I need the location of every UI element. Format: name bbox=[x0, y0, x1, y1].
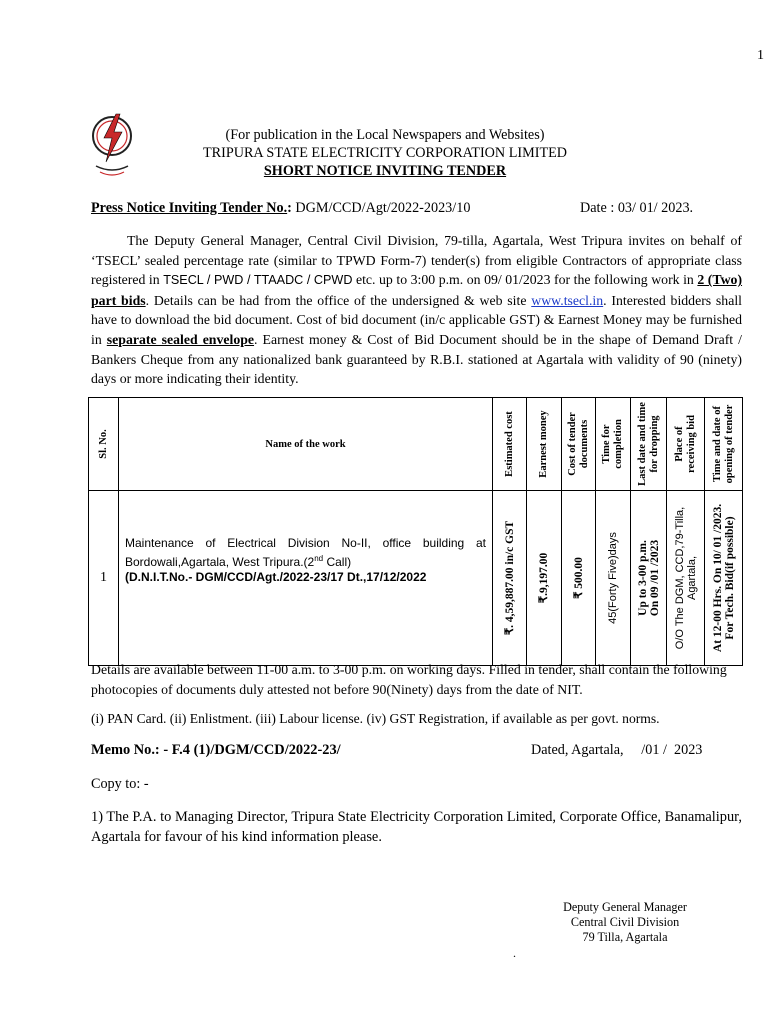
cell-earnest-money: ₹.9,197.00 bbox=[527, 491, 562, 666]
details-text: Details are available between 11-00 a.m. to 3-00 p.m. on working days. Filled in tender, shall contain the following photocopies of documents duly attested not before 90(Ninety) days from the date of NIT. bbox=[91, 662, 727, 697]
header-earnest-money: Earnest money bbox=[527, 398, 562, 491]
publication-note: (For publication in the Local Newspapers and Websites) bbox=[225, 127, 545, 143]
required-documents: (i) PAN Card. (ii) Enlistment. (iii) Labour license. (iv) GST Registration, if available as per govt. norms. bbox=[91, 711, 660, 726]
notice-title: SHORT NOTICE INVITING TENDER bbox=[263, 163, 507, 179]
signature-block bbox=[540, 900, 710, 945]
body-text-4: . Interested bidders shall have to download the bid document. Cost of bid document (in/c applicable GST) & Earnest Money may be furnished in bbox=[91, 292, 742, 347]
header-sl-no: Sl. No. bbox=[89, 398, 119, 491]
press-notice-line bbox=[91, 200, 470, 217]
press-notice-label: Press Notice Inviting Tender No. bbox=[91, 200, 288, 216]
sealed-envelope-text: separate sealed envelope bbox=[106, 331, 255, 347]
cell-estimated-cost: ₹. 4,59,887.00 in/c GST bbox=[493, 491, 527, 666]
memo-number: Memo No.: - F.4 (1)/DGM/CCD/2022-23/ bbox=[91, 742, 341, 758]
header-estimated-cost: Estimated cost bbox=[493, 398, 527, 491]
header-time-for-completion: Time for completion bbox=[596, 398, 631, 491]
signatory-title: Deputy General Manager bbox=[563, 900, 687, 914]
cell-sl-no: 1 bbox=[89, 491, 119, 666]
press-notice-date: Date : 03/ 01/ 2023. bbox=[580, 200, 694, 216]
page-number: 1 bbox=[757, 48, 764, 63]
signatory-division: Central Civil Division bbox=[570, 915, 680, 929]
dnit-number: (D.N.I.T.No.- DGM/CCD/Agt./2022-23/17 Dt.,17/12/2022 bbox=[125, 569, 427, 584]
cell-name-of-work: Maintenance of Electrical Division No-II, office building at Bordowali,Agartala, West Tripura.(2nd Call) (D.N.I.T.No.- DGM/CCD/Agt./2022-23/17 Dt.,17/12/2022 bbox=[119, 491, 493, 666]
table-row bbox=[89, 491, 743, 666]
body-text-5: . Earnest money & Cost of Bid Document should be in the shape of Demand Draft / Bankers Cheque from any nationalized bank guaranteed by R.B.I. stationed at Agartala with validity of 90 (ninety) days or more indicating their identity. bbox=[91, 331, 742, 387]
cell-completion-time: 45(Forty Five)days bbox=[596, 491, 631, 666]
copy-to-label: Copy to: - bbox=[91, 776, 149, 792]
website-link[interactable]: www.tsecl.in bbox=[531, 292, 604, 308]
header-cost-of-documents: Cost of tender documents bbox=[562, 398, 596, 491]
footer-mark: . bbox=[513, 946, 516, 960]
body-text-2: etc. up to 3:00 p.m. on 09/ 01/2023 for the following work in bbox=[355, 272, 694, 288]
cell-last-date: Up to 3-00 p.m. On 09 /01 /2023 bbox=[631, 491, 667, 666]
organization-name: TRIPURA STATE ELECTRICITY CORPORATION LIMITED bbox=[202, 145, 568, 161]
header-last-date: Last date and time for dropping bbox=[631, 398, 667, 491]
bid-parts: 2 (Two) part bids bbox=[91, 272, 743, 308]
body-text-3: . Details can be had from the office of the undersigned & web site bbox=[145, 292, 527, 308]
press-notice-colon: : bbox=[287, 200, 292, 216]
table-header-row bbox=[89, 398, 743, 491]
body-text-1: The Deputy General Manager, Central Civil Division, 79-tilla, Agartala, West Tripura invites on behalf of ‘TSECL’ sealed percentage rate (similar to TPWD Form-7) tender(s) from eligible Contractors of appropriate class registered in bbox=[91, 233, 742, 288]
header-place-of-receiving: Place of receiving bid bbox=[667, 398, 705, 491]
header-name-of-work: Name of the work bbox=[119, 398, 493, 491]
cell-place-of-receiving: O/O The DGM, CCD,79-Tilla, Agartala, bbox=[667, 491, 705, 666]
copy-recipient-1: 1) The P.A. to Managing Director, Tripura State Electricity Corporation Limited, Corporate Office, Banamalipur, Agartala for favour of his kind information please. bbox=[91, 809, 742, 845]
cell-opening-date: At 12-00 Hrs. On 10/ 01 /2023. For Tech. Bid(if possible) bbox=[705, 491, 743, 666]
signatory-location: 79 Tilla, Agartala bbox=[582, 930, 668, 944]
tender-table bbox=[88, 397, 743, 666]
header-opening-date: Time and date of opening of tender bbox=[705, 398, 743, 491]
press-notice-number: DGM/CCD/Agt/2022-2023/10 bbox=[295, 200, 471, 216]
body-orgs: TSECL / PWD / TTAADC / CPWD bbox=[163, 273, 353, 288]
memo-date: Dated, Agartala, /01 / 2023 bbox=[531, 742, 703, 758]
notice-paragraph bbox=[91, 231, 742, 389]
cell-document-cost: ₹ 500.00 bbox=[562, 491, 596, 666]
